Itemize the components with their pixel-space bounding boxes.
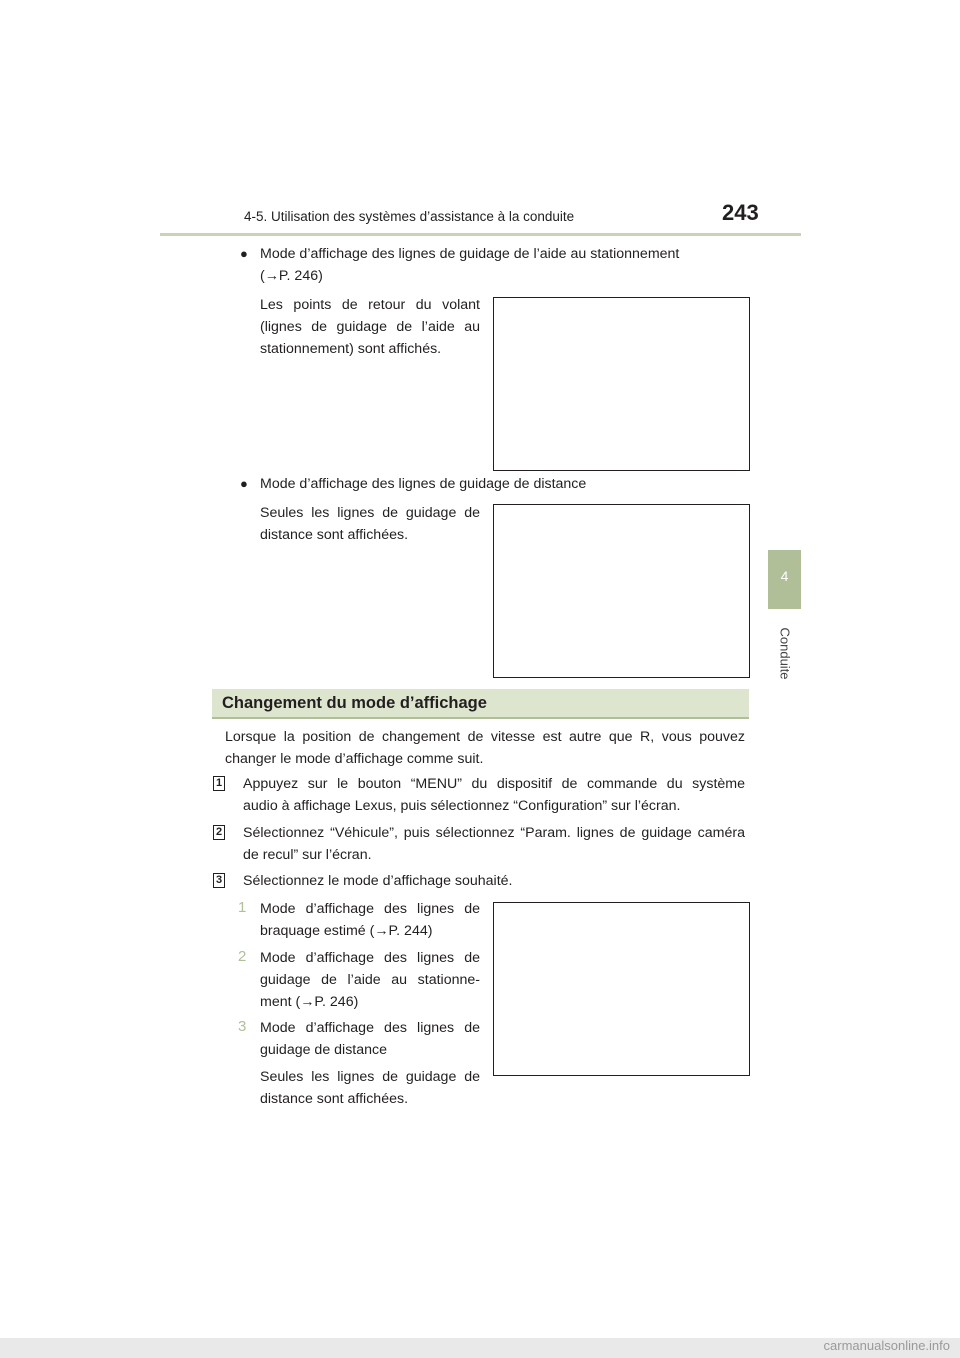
chapter-tab-label: Conduite xyxy=(777,627,793,680)
step-number: 3 xyxy=(213,873,225,888)
step-text: Appuyez sur le bouton “MENU” du dispositif de commande du système xyxy=(243,776,745,792)
option-text: Mode d’affichage des lignes de xyxy=(260,950,480,966)
watermark-text[interactable]: carmanualsonline.info xyxy=(823,1338,950,1353)
bullet-marker: ● xyxy=(240,476,248,491)
step-text: Sélectionnez le mode d’affichage souhaité. xyxy=(243,873,513,889)
section-title: Changement du mode d’affichage xyxy=(222,694,487,712)
step-number: 2 xyxy=(213,825,225,840)
bullet1-desc-line: (lignes de guidage de l’aide au xyxy=(260,319,480,335)
intro-line: Lorsque la position de changement de vitesse est autre que R, vous pouvez xyxy=(225,729,745,745)
bullet1-desc-line: Les points de retour du volant xyxy=(260,297,480,313)
intro-line: changer le mode d’affichage comme suit. xyxy=(225,751,484,767)
running-header: 4-5. Utilisation des systèmes d’assistance à la conduite xyxy=(244,209,575,224)
figure-placeholder xyxy=(493,504,750,678)
figure-placeholder xyxy=(493,902,750,1076)
chapter-tab-number: 4 xyxy=(780,568,789,584)
watermark-bar xyxy=(0,1338,960,1358)
header-rule xyxy=(160,233,801,236)
option-number: 3 xyxy=(238,1018,247,1035)
step-text: de recul” sur l’écran. xyxy=(243,847,372,863)
option-text: guidage de distance xyxy=(260,1042,388,1058)
option-text: braquage estimé (→P. 244) xyxy=(260,923,433,939)
bullet2-desc-line: distance sont affichées. xyxy=(260,527,409,543)
option-number: 2 xyxy=(238,948,247,965)
bullet1-title: Mode d’affichage des lignes de guidage de l’aide au stationnement xyxy=(260,246,680,262)
bullet2-desc-line: Seules les lignes de guidage de xyxy=(260,505,480,521)
option-text: Mode d’affichage des lignes de xyxy=(260,1020,480,1036)
option-text: ment (→P. 246) xyxy=(260,994,359,1010)
option-text: guidage de l’aide au stationne- xyxy=(260,972,480,988)
page-number: 243 xyxy=(722,200,759,225)
bullet-marker: ● xyxy=(240,246,248,261)
option-text: Mode d’affichage des lignes de xyxy=(260,901,480,917)
option-desc: Seules les lignes de guidage de xyxy=(260,1069,480,1085)
step-text: Sélectionnez “Véhicule”, puis sélectionnez “Param. lignes de guidage caméra xyxy=(243,825,745,841)
option-number: 1 xyxy=(238,899,247,916)
bullet1-desc-line: stationnement) sont affichés. xyxy=(260,341,442,357)
step-text: audio à affichage Lexus, puis sélectionnez “Configuration” sur l’écran. xyxy=(243,798,681,814)
option-desc: distance sont affichées. xyxy=(260,1091,409,1107)
bullet1-ref: (→P. 246) xyxy=(260,268,323,284)
bullet2-title: Mode d’affichage des lignes de guidage de distance xyxy=(260,476,587,492)
figure-placeholder xyxy=(493,297,750,471)
step-number: 1 xyxy=(213,776,225,791)
